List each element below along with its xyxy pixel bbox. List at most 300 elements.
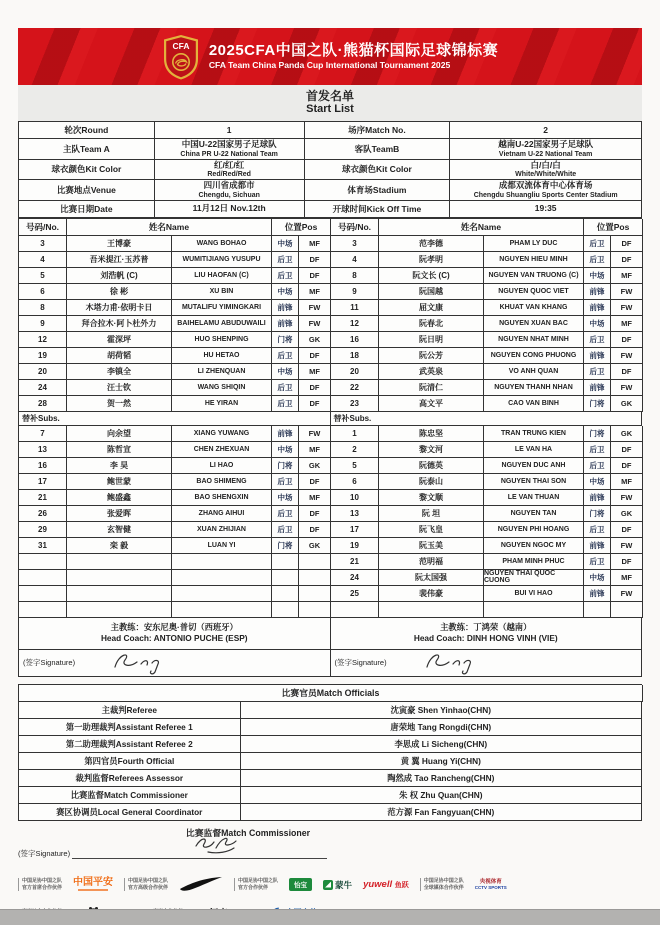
player-name-en: BAO SHENGXIN [172, 490, 272, 506]
player-name-cn: 吾米提江·玉苏普 [67, 252, 172, 268]
official-row [19, 702, 642, 719]
official-row [19, 736, 642, 753]
player-row [331, 348, 643, 364]
player-pos-cn: 后卫 [584, 554, 611, 570]
info-label-a: 球衣颜色Kit Color [19, 160, 155, 181]
player-row [331, 284, 643, 300]
player-pos-en: DF [299, 380, 331, 396]
player-name-cn: 阮国越 [379, 284, 484, 300]
player-row [19, 348, 331, 364]
player-row [331, 380, 643, 396]
player-number: 8 [331, 268, 379, 284]
player-name-en: WANG SHIQIN [172, 380, 272, 396]
info-label-a: 比赛地点Venue [19, 180, 155, 201]
player-row [19, 442, 331, 458]
home-coach-en: Head Coach: ANTONIO PUCHE (ESP) [100, 633, 248, 643]
match-info-table [18, 121, 642, 218]
player-name-en: BUI VI HAO [484, 586, 584, 602]
home-coach-cn: 主教练：安东尼奥·普切（西班牙） [110, 622, 238, 632]
player-name-en: VO ANH QUAN [484, 364, 584, 380]
player-row [331, 522, 643, 538]
player-row [19, 236, 331, 252]
player-number: 25 [331, 586, 379, 602]
player-number: 28 [19, 396, 67, 412]
player-row [331, 426, 643, 442]
player-name-cn: 黎文顺 [379, 490, 484, 506]
nike-swoosh-icon [179, 877, 223, 893]
official-role: 赛区协调员Local General Coordinator [19, 804, 241, 821]
info-value-b: 白/白/白 White/White/White [450, 160, 642, 181]
premium-partner-label: 中国足协中国之队 官方高级合作伙伴 [124, 878, 168, 891]
player-row [19, 252, 331, 268]
page-title-cn: 首发名单 [305, 89, 354, 103]
player-pos-en: MF [611, 570, 643, 586]
player-number: 24 [331, 570, 379, 586]
player-number: 20 [19, 364, 67, 380]
player-pos-en: FW [611, 586, 643, 602]
player-row [19, 602, 331, 618]
player-pos-en: FW [611, 300, 643, 316]
player-name-cn: 汪士钦 [67, 380, 172, 396]
player-name-en: HE YIRAN [172, 396, 272, 412]
player-name-cn: 阮清仁 [379, 380, 484, 396]
player-row [331, 300, 643, 316]
official-name: 陶然成 Tao Rancheng(CHN) [241, 770, 642, 787]
player-name-en [172, 570, 272, 586]
player-pos-cn: 前锋 [272, 300, 299, 316]
player-pos-en: DF [611, 554, 643, 570]
player-pos-cn [272, 602, 299, 618]
player-number: 17 [331, 522, 379, 538]
player-name-cn: 阮孝明 [379, 252, 484, 268]
player-pos-en [299, 554, 331, 570]
player-pos-en: DF [611, 458, 643, 474]
player-pos-en: FW [611, 380, 643, 396]
player-pos-en: DF [611, 332, 643, 348]
player-name-en: KHUAT VAN KHANG [484, 300, 584, 316]
player-name-cn: 阮泰山 [379, 474, 484, 490]
player-number [19, 554, 67, 570]
player-row [331, 236, 643, 252]
official-name: 范方源 Fan Fangyuan(CHN) [241, 804, 642, 821]
info-value-a: 11月12日 Nov.12th [155, 201, 305, 218]
player-row [19, 300, 331, 316]
player-pos-en [299, 602, 331, 618]
cfa-crest-logo [162, 34, 200, 80]
player-row [331, 268, 643, 284]
official-name: 唐荣地 Tang Rongdi(CHN) [241, 719, 642, 736]
player-name-en: HU HETAO [172, 348, 272, 364]
player-number: 11 [331, 300, 379, 316]
officials-title: 比赛官员Match Officials [19, 685, 643, 702]
pingan-logo: 中国平安 [73, 878, 113, 892]
player-pos-cn: 后卫 [584, 522, 611, 538]
player-pos-en [611, 602, 643, 618]
cestbon-logo: 怡宝 [289, 878, 312, 891]
player-name-en: NGUYEN XUAN BAC [484, 316, 584, 332]
player-number: 3 [19, 236, 67, 252]
player-name-cn: 栾 毅 [67, 538, 172, 554]
player-pos-cn: 中场 [272, 364, 299, 380]
info-label-a: 轮次Round [19, 122, 155, 139]
player-pos-cn: 中场 [584, 316, 611, 332]
player-name-en: NGUYEN THAI QUOC CUONG [484, 570, 584, 586]
player-pos-cn: 门将 [584, 396, 611, 412]
player-name-cn: 范明福 [379, 554, 484, 570]
media-partner-label: 中国足协中国之队 全球媒体合作伙伴 [420, 878, 464, 891]
official-row [19, 770, 642, 787]
player-row [19, 364, 331, 380]
player-name-en: LUAN YI [172, 538, 272, 554]
player-name-en [172, 586, 272, 602]
match-info-row [19, 180, 642, 201]
header-no: 号码/No. [19, 219, 67, 236]
mengniu-icon [323, 880, 333, 890]
player-number: 5 [331, 458, 379, 474]
player-row [331, 474, 643, 490]
player-row [19, 458, 331, 474]
player-pos-en: MF [299, 284, 331, 300]
player-number: 19 [331, 538, 379, 554]
player-pos-cn: 后卫 [272, 474, 299, 490]
player-pos-cn: 中场 [584, 570, 611, 586]
player-number: 9 [19, 316, 67, 332]
commissioner-title: 比赛监督Match Commissioner [185, 827, 311, 838]
player-pos-en: GK [299, 538, 331, 554]
player-name-cn: 陈忠坚 [379, 426, 484, 442]
player-row [331, 316, 643, 332]
player-name-en: NGUYEN CONG PHUONG [484, 348, 584, 364]
info-label-b: 客队TeamB [305, 139, 451, 160]
player-row [331, 586, 643, 602]
player-row [19, 474, 331, 490]
info-value-b: 2 [450, 122, 642, 139]
player-pos-en: FW [299, 300, 331, 316]
player-number: 26 [19, 506, 67, 522]
roster-header-home [19, 219, 331, 236]
official-name: 沈寅豪 Shen Yinhao(CHN) [241, 702, 642, 719]
player-pos-cn: 后卫 [584, 442, 611, 458]
player-pos-en: DF [299, 268, 331, 284]
player-name-cn: 阮玉美 [379, 538, 484, 554]
banner-title-en: CFA Team China Panda Cup International Tournament 2025 [208, 60, 451, 70]
player-name-en: PHAM LY DUC [484, 236, 584, 252]
player-pos-cn [272, 554, 299, 570]
player-name-cn: 徐 彬 [67, 284, 172, 300]
official-row [19, 719, 642, 736]
player-pos-en: DF [299, 506, 331, 522]
player-name-en: LE VAN HA [484, 442, 584, 458]
player-pos-cn: 门将 [272, 332, 299, 348]
player-row [19, 490, 331, 506]
player-pos-en: MF [299, 490, 331, 506]
player-name-cn: 木塔力甫·依明卡日 [67, 300, 172, 316]
player-number: 12 [331, 316, 379, 332]
player-name-en: BAO SHIMENG [172, 474, 272, 490]
player-name-en: CHEN ZHEXUAN [172, 442, 272, 458]
player-number: 24 [19, 380, 67, 396]
player-name-cn [67, 554, 172, 570]
player-name-cn: 黎文河 [379, 442, 484, 458]
player-name-cn: 李镇全 [67, 364, 172, 380]
signature-underline [72, 858, 327, 859]
player-name-en: NGUYEN HIEU MINH [484, 252, 584, 268]
info-label-b: 场序Match No. [305, 122, 451, 139]
header-no: 号码/No. [331, 219, 379, 236]
away-subs-label: 替补Subs. [331, 412, 643, 426]
player-name-en: CAO VAN BINH [484, 396, 584, 412]
player-name-en: LI HAO [172, 458, 272, 474]
chief-partner-label: 中国足协中国之队 官方首席合作伙伴 [18, 878, 62, 891]
player-number: 1 [331, 426, 379, 442]
player-row [19, 538, 331, 554]
player-name-cn: 鲍盛鑫 [67, 490, 172, 506]
away-coach-signature [417, 651, 497, 675]
player-pos-en: DF [299, 522, 331, 538]
player-name-cn [67, 586, 172, 602]
player-name-cn: 胡荷韬 [67, 348, 172, 364]
player-name-cn: 玄智健 [67, 522, 172, 538]
official-name: 黄 翼 Huang Yi(CHN) [241, 753, 642, 770]
player-pos-cn: 前锋 [584, 586, 611, 602]
home-starters-list [19, 236, 331, 412]
header-pos: 位置Pos [584, 219, 643, 236]
player-number: 21 [19, 490, 67, 506]
player-name-cn: 刘浩帆 (C) [67, 268, 172, 284]
header-name: 姓名Name [67, 219, 272, 236]
player-row [331, 458, 643, 474]
player-pos-cn: 中场 [272, 442, 299, 458]
home-subs-list [19, 426, 331, 618]
home-subs-label: 替补Subs. [19, 412, 331, 426]
player-number: 7 [19, 426, 67, 442]
player-name-cn: 裴伟豪 [379, 586, 484, 602]
player-pos-cn: 门将 [584, 426, 611, 442]
page-bottom-edge [0, 909, 660, 925]
player-row [331, 364, 643, 380]
away-coach-cn: 主教练：丁鸿荣（越南） [440, 622, 532, 632]
player-row [331, 570, 643, 586]
player-number: 13 [331, 506, 379, 522]
info-value-b: 19:35 [450, 201, 642, 218]
page-title-en: Start List [306, 103, 354, 115]
player-name-cn: 阮德英 [379, 458, 484, 474]
player-pos-en: GK [611, 396, 643, 412]
player-pos-en: DF [611, 442, 643, 458]
player-number: 6 [331, 474, 379, 490]
player-pos-en: DF [299, 252, 331, 268]
signature-label: (签字Signature) [23, 658, 76, 667]
player-name-en: NGUYEN NHAT MINH [484, 332, 584, 348]
player-row [331, 490, 643, 506]
player-name-cn: 陈哲宣 [67, 442, 172, 458]
player-name-en: NGUYEN PHI HOANG [484, 522, 584, 538]
player-pos-en: DF [611, 236, 643, 252]
player-name-cn: 贺一然 [67, 396, 172, 412]
official-row [19, 787, 642, 804]
info-value-a: 红/红/红 Red/Red/Red [155, 160, 305, 181]
player-row [19, 554, 331, 570]
match-info-row [19, 160, 642, 181]
official-role: 第二助理裁判Assistant Referee 2 [19, 736, 241, 753]
info-label-a: 主队Team A [19, 139, 155, 160]
commissioner-signature [188, 832, 244, 858]
roster-header-away [331, 219, 643, 236]
player-pos-en: FW [611, 490, 643, 506]
player-row [19, 570, 331, 586]
player-pos-cn [272, 586, 299, 602]
player-pos-en: GK [611, 506, 643, 522]
player-name-en: XU BIN [172, 284, 272, 300]
official-role: 主裁判Referee [19, 702, 241, 719]
player-name-en: NGUYEN QUOC VIET [484, 284, 584, 300]
player-name-cn: 范李德 [379, 236, 484, 252]
player-name-cn [67, 570, 172, 586]
player-name-en: NGUYEN TAN [484, 506, 584, 522]
player-number [331, 602, 379, 618]
player-name-en: PHAM MINH PHUC [484, 554, 584, 570]
player-pos-en: DF [299, 396, 331, 412]
player-number: 8 [19, 300, 67, 316]
official-partner-label: 中国足协中国之队 官方合作伙伴 [234, 878, 278, 891]
player-name-en: XUAN ZHIJIAN [172, 522, 272, 538]
signature-label: (签字Signature) [334, 658, 387, 667]
player-pos-cn: 前锋 [584, 538, 611, 554]
player-number: 2 [331, 442, 379, 458]
player-name-en: MUTALIFU YIMINGKARI [172, 300, 272, 316]
player-row [19, 380, 331, 396]
away-coach-en: Head Coach: DINH HONG VINH (VIE) [413, 633, 558, 643]
player-row [331, 252, 643, 268]
info-value-a: 1 [155, 122, 305, 139]
player-name-cn [67, 602, 172, 618]
player-pos-cn: 门将 [584, 506, 611, 522]
player-number: 19 [19, 348, 67, 364]
info-label-b: 体育场Stadium [305, 180, 451, 201]
player-name-cn: 阮太国强 [379, 570, 484, 586]
player-row [331, 538, 643, 554]
player-pos-en [299, 586, 331, 602]
player-pos-cn: 后卫 [584, 458, 611, 474]
player-pos-en: MF [299, 364, 331, 380]
player-number [19, 602, 67, 618]
signature-label: (签字Signature) [18, 848, 71, 858]
player-number: 17 [19, 474, 67, 490]
player-name-en: XIANG YUWANG [172, 426, 272, 442]
player-name-cn: 阮飞皇 [379, 522, 484, 538]
player-number: 20 [331, 364, 379, 380]
player-pos-en: DF [611, 522, 643, 538]
player-name-en: WUMITIJIANG YUSUPU [172, 252, 272, 268]
player-name-cn: 阮日明 [379, 332, 484, 348]
player-number: 13 [19, 442, 67, 458]
player-number: 23 [331, 396, 379, 412]
player-name-cn: 阮公芳 [379, 348, 484, 364]
banner-title-cn: 2025CFA中国之队·熊猫杯国际足球锦标赛 [208, 42, 499, 59]
player-number: 9 [331, 284, 379, 300]
home-coach-signature [105, 651, 185, 675]
player-pos-cn: 后卫 [272, 522, 299, 538]
player-pos-cn: 中场 [272, 284, 299, 300]
player-number: 31 [19, 538, 67, 554]
header-name: 姓名Name [379, 219, 584, 236]
player-name-en: NGUYEN THAI SON [484, 474, 584, 490]
player-pos-en: GK [299, 458, 331, 474]
player-name-cn: 高文平 [379, 396, 484, 412]
player-name-cn: 阮文长 (C) [379, 268, 484, 284]
yuwell-logo: yuwell 鱼跃 [363, 879, 409, 890]
player-pos-en: MF [299, 442, 331, 458]
player-name-cn: 武英泉 [379, 364, 484, 380]
player-pos-en [299, 570, 331, 586]
official-name: 朱 权 Zhu Quan(CHN) [241, 787, 642, 804]
player-pos-en: FW [611, 284, 643, 300]
player-row [19, 332, 331, 348]
player-row [19, 284, 331, 300]
mengniu-logo: 蒙牛 [323, 879, 352, 891]
player-pos-en: MF [611, 474, 643, 490]
player-name-en: NGUYEN DUC ANH [484, 458, 584, 474]
away-subs-list [331, 426, 643, 618]
info-label-b: 球衣颜色Kit Color [305, 160, 451, 181]
player-number: 22 [331, 380, 379, 396]
player-row [19, 506, 331, 522]
player-name-en: TRAN TRUNG KIEN [484, 426, 584, 442]
player-name-cn: 张爱晖 [67, 506, 172, 522]
player-name-cn: 鲍世蒙 [67, 474, 172, 490]
player-pos-cn: 中场 [272, 236, 299, 252]
player-name-en: LI ZHENQUAN [172, 364, 272, 380]
commissioner-signature-block [18, 826, 642, 866]
player-pos-cn: 前锋 [584, 284, 611, 300]
player-name-cn: 霍深坪 [67, 332, 172, 348]
player-row [19, 522, 331, 538]
player-pos-cn: 后卫 [272, 252, 299, 268]
player-pos-cn: 前锋 [584, 380, 611, 396]
player-name-en: NGUYEN NGOC MY [484, 538, 584, 554]
player-pos-cn: 后卫 [584, 252, 611, 268]
player-name-en: BAIHELAMU ABUDUWAILI [172, 316, 272, 332]
player-pos-cn: 中场 [584, 474, 611, 490]
player-pos-cn: 中场 [584, 268, 611, 284]
player-row [19, 316, 331, 332]
player-name-en: LE VAN THUAN [484, 490, 584, 506]
player-pos-cn: 门将 [272, 458, 299, 474]
info-label-a: 比赛日期Date [19, 201, 155, 218]
player-number: 6 [19, 284, 67, 300]
header-pos: 位置Pos [272, 219, 331, 236]
player-pos-cn: 前锋 [584, 490, 611, 506]
svg-text:CFA: CFA [172, 40, 190, 51]
player-pos-en: MF [611, 316, 643, 332]
player-row [331, 442, 643, 458]
player-number: 12 [19, 332, 67, 348]
player-number: 4 [19, 252, 67, 268]
player-pos-en: DF [299, 474, 331, 490]
away-starters-list [331, 236, 643, 412]
player-pos-cn: 前锋 [584, 300, 611, 316]
player-pos-cn: 后卫 [272, 396, 299, 412]
player-pos-cn: 前锋 [584, 348, 611, 364]
player-name-cn: 李 昊 [67, 458, 172, 474]
player-number: 29 [19, 522, 67, 538]
player-number: 3 [331, 236, 379, 252]
player-pos-cn: 后卫 [272, 506, 299, 522]
player-number: 16 [331, 332, 379, 348]
home-coach-signature-cell [19, 650, 331, 677]
player-pos-cn: 后卫 [584, 236, 611, 252]
player-number: 4 [331, 252, 379, 268]
